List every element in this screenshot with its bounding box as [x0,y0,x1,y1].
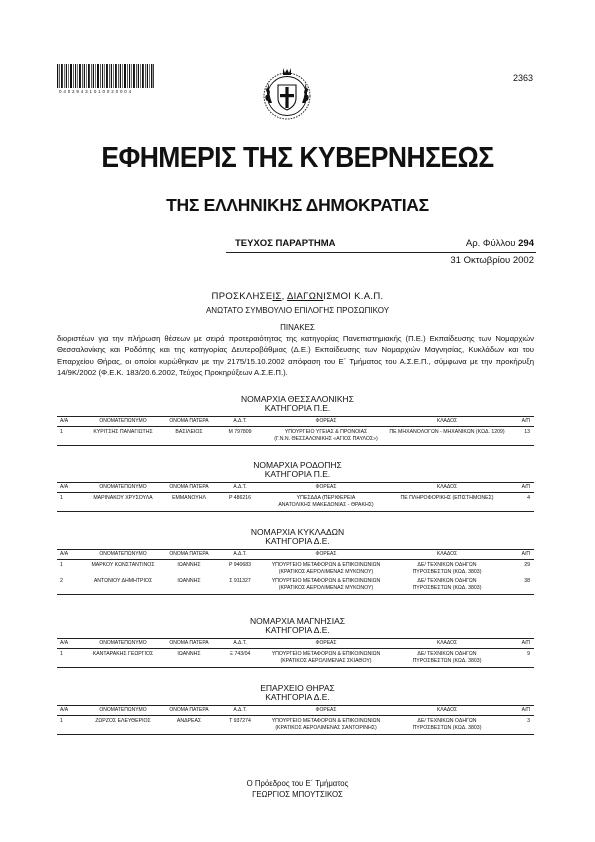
tables-heading: ΠΙΝΑΚΕΣ [280,323,315,332]
specialty-line-2: ΠΥΡΟΣΒΕΣΤΩΝ (ΚΩΔ. 3803) [412,658,482,664]
sheet-number [466,238,534,249]
row-number: 1 [60,429,63,435]
agency-line-1: ΥΠΟΥΡΓΕΙΟ ΜΕΤΑΦΟΡΩΝ & ΕΠΙΚΟΙΝΩΝΙΩΝ [271,578,381,584]
table-rule-header [57,492,534,493]
column-header-category: ΚΛΑΔΟΣ [436,417,458,424]
column-header-rank: Α/Π [521,417,530,424]
specialty-line-2: ΠΥΡΟΣΒΕΣΤΩΝ (ΚΩΔ. 3803) [412,585,482,591]
sheet-value: 294 [518,238,534,249]
column-header-category: ΚΛΑΔΟΣ [436,550,458,557]
intro-paragraph: διοριστέων για την πλήρωση θέσεων με σειρά προτεραιότητας της κατηγορίας Πανεπιστημιακής (Π.Ε.) Εκπαίδευσης των Νομαρχιών Θεσσαλονίκης και Ροδόπης και της κατηγορίας Δευτεροβάθμιας (Δ.Ε.) Εκπαίδευσης των Νομαρχιών Μαγνησίας, Κυκλάδων και του Επαρχείου Θήρας, οι οποίοι κυρώθηκαν με την 2175/15.10.2002 απόφαση του Ε΄ Τμήματος του Α.Σ.Ε.Π., σύμφωνα με την προκήρυξη 14/9Κ/2002 (Φ.Ε.Κ. 183/20.6.2002, Τεύχος Προκηρύξεων Α.Σ.Ε.Π.). [57,334,534,378]
column-header-father: ΟΝΟΜΑ ΠΑΤΕΡΑ [169,417,209,424]
father-name: ΕΜΜΑΝΟΥΗΛ [172,495,206,501]
coat-of-arms-icon [256,63,318,125]
specialty-line-2: ΠΥΡΟΣΒΕΣΤΩΝ (ΚΩΔ. 3803) [412,725,482,731]
nominee-name: ΑΝΤΩΝΙΟΥ ΔΗΜΗΤΡΙΟΣ [93,578,153,584]
column-header-rank: Α/Π [521,483,530,490]
agency-line-1: ΥΠΟΥΡΓΕΙΟ ΥΓΕΙΑΣ & ΠΡΟΝΟΙΑΣ [284,429,368,435]
father-name: ΑΝΔΡΕΑΣ [176,718,202,724]
id-number: Μ 797809 [228,429,252,435]
barcode-number: 0 4 0 2 9 4 3 1 0 1 0 0 2 0 0 0 4 [59,89,132,94]
column-header-body: ΦΟΡΕΑΣ [315,550,337,557]
table-rule-header [57,559,534,560]
father-name: ΙΩΑΝΝΗΣ [177,578,201,584]
row-number: 2 [60,578,63,584]
gazette-subtitle: ΤΗΣ ΕΛΛΗΝΙΚΗΣ ΔΗΜΟΚΡΑΤΙΑΣ [166,195,429,215]
agency-line-2: ΑΝΑΤΟΛΙΚΗΣ ΜΑΚΕΔΟΝΙΑΣ - ΘΡΑΚΗΣ) [278,502,374,508]
column-header-father: ΟΝΟΜΑ ΠΑΤΕΡΑ [169,639,209,646]
specialty-line-1: ΔΕ/ ΤΕΧΝΙΚΩΝ ΟΔΗΓΩΝ [417,651,477,657]
nominee-name: ΚΑΝΤΑΡΑΚΗΣ ΓΕΩΡΓΙΟΣ [92,651,154,657]
table-rule-bottom [57,594,534,595]
group-category: ΚΑΤΗΓΟΡΙΑ Δ.Ε. [265,536,330,546]
column-header-no: Α/Α [60,417,69,424]
row-number: 1 [60,718,63,724]
id-number: Ρ 940683 [228,562,252,568]
column-header-id: Α.Δ.Τ. [233,483,247,490]
table-rule-header [57,715,534,716]
sheet-label: Αρ. Φύλλου [465,238,516,249]
column-header-surname: ΟΝΟΜΑΤΕΠΩΝΥΜΟ [99,417,147,424]
table-rule-header [57,426,534,427]
table-rule-header [57,648,534,649]
nominee-name: ΜΑΡΙΝΑΚΟΥ ΧΡΥΣΟΥΛΑ [93,495,153,501]
organization-name: ΑΝΩΤΑΤΟ ΣΥΜΒΟΥΛΙΟ ΕΠΙΛΟΓΗΣ ΠΡΟΣΩΠΙΚΟΥ [205,306,390,315]
page-number: 2363 [512,73,533,83]
column-header-body: ΦΟΡΕΑΣ [315,639,337,646]
column-header-id: Α.Δ.Τ. [233,550,247,557]
id-number: Σ 911327 [229,578,251,584]
rank-number: 38 [524,578,530,584]
agency-line-2: (ΚΡΑΤΙΚΟΣ ΑΕΡΟΛΙΜΕΝΑΣ ΜΥΚΟΝΟΥ) [278,585,374,591]
column-header-rank: Α/Π [521,706,530,713]
signer-name: ΓΕΩΡΓΙΟΣ ΜΠΟΥΤΣΙΚΟΣ [252,790,343,799]
table-rule-bottom [57,511,534,512]
column-header-no: Α/Α [60,706,69,713]
column-header-no: Α/Α [60,639,69,646]
specialty-line-1: ΠΕ ΜΗΧΑΝΟΛΟΓΩΝ - ΜΗΧΑΝΙΚΩΝ (ΚΩΔ. 1209) [389,429,505,435]
group-category: ΚΑΤΗΓΟΡΙΑ Π.Ε. [264,403,331,413]
specialty-line-1: ΔΕ/ ΤΕΧΝΙΚΩΝ ΟΔΗΓΩΝ [417,562,477,568]
group-region: ΝΟΜΑΡΧΙΑ ΚΥΚΛΑΔΩΝ [250,527,345,537]
group-region: ΕΠΑΡΧΕΙΟ ΘΗΡΑΣ [260,683,335,693]
agency-line-2: (ΚΡΑΤΙΚΟΣ ΑΕΡΟΛΙΜΕΝΑΣ ΜΥΚΟΝΟΥ) [278,569,374,575]
header-divider [226,252,536,253]
section-title: ΠΡΟΣΚΛΗΣΕΙΣ, ΔΙΑΓΩΝΙΣΜΟΙ Κ.Α.Π. [211,291,384,302]
group-region: ΝΟΜΑΡΧΙΑ ΡΟΔΟΠΗΣ [253,460,342,470]
group-category: ΚΑΤΗΓΟΡΙΑ Δ.Ε. [265,692,330,702]
id-number: Ξ 743/04 [229,651,251,657]
column-header-category: ΚΛΑΔΟΣ [436,639,458,646]
column-header-no: Α/Α [60,483,69,490]
agency-line-1: ΥΠΟΥΡΓΕΙΟ ΜΕΤΑΦΟΡΩΝ & ΕΠΙΚΟΙΝΩΝΙΩΝ [271,651,381,657]
column-header-body: ΦΟΡΕΑΣ [315,483,337,490]
table-rule-bottom [57,734,534,735]
father-name: ΒΑΣΙΛΕΙΟΣ [175,429,203,435]
column-header-id: Α.Δ.Τ. [233,706,247,713]
row-number: 1 [60,562,63,568]
rank-number: 9 [527,651,530,657]
column-header-rank: Α/Π [521,550,530,557]
column-header-id: Α.Δ.Τ. [233,417,247,424]
table-rule-bottom [57,445,534,446]
issue-date: 31 Οκτωβρίου 2002 [450,255,534,266]
column-header-father: ΟΝΟΜΑ ΠΑΤΕΡΑ [169,483,209,490]
column-header-id: Α.Δ.Τ. [233,639,247,646]
column-header-rank: Α/Π [521,639,530,646]
row-number: 1 [60,651,63,657]
group-region: ΝΟΜΑΡΧΙΑ ΘΕΣΣΑΛΟΝΙΚΗΣ [241,394,354,404]
rank-number: 4 [527,495,530,501]
agency-line-1: ΥΠΟΥΡΓΕΙΟ ΜΕΤΑΦΟΡΩΝ & ΕΠΙΚΟΙΝΩΝΙΩΝ [271,718,381,724]
column-header-category: ΚΛΑΔΟΣ [436,483,458,490]
agency-line-2: (ΚΡΑΤΙΚΟΣ ΑΕΡΟΛΙΜΕΝΑΣ ΣΚΙΑΘΟΥ) [280,658,372,664]
specialty-line-1: ΠΕ ΠΛΗΡΟΦΟΡΙΚΗΣ (ΕΠΙΣΤΗΜΟΝΕΣ) [400,495,494,501]
id-number: Ρ 486216 [228,495,252,501]
column-header-father: ΟΝΟΜΑ ΠΑΤΕΡΑ [169,550,209,557]
agency-line-2: (ΚΡΑΤΙΚΟΣ ΑΕΡΟΛΙΜΕΝΑΣ ΣΑΝΤΟΡΙΝΗΣ) [275,725,377,731]
gazette-title: ΕΦΗΜΕΡΙΣ ΤΗΣ ΚΥΒΕΡΝΗΣΕΩΣ [101,142,494,174]
column-header-surname: ΟΝΟΜΑΤΕΠΩΝΥΜΟ [99,550,147,557]
group-category: ΚΑΤΗΓΟΡΙΑ Δ.Ε. [265,625,330,635]
specialty-line-1: ΔΕ/ ΤΕΧΝΙΚΩΝ ΟΔΗΓΩΝ [417,718,477,724]
group-region: ΝΟΜΑΡΧΙΑ ΜΑΓΝΗΣΙΑΣ [249,616,345,626]
column-header-surname: ΟΝΟΜΑΤΕΠΩΝΥΜΟ [99,483,147,490]
rank-number: 29 [524,562,530,568]
nominee-name: ΖΩΡΖΟΣ ΕΛΕΥΘΕΡΙΟΣ [95,718,151,724]
rank-number: 13 [524,429,530,435]
row-number: 1 [60,495,63,501]
column-header-no: Α/Α [60,550,69,557]
father-name: ΙΩΑΝΝΗΣ [177,562,201,568]
signer-role: Ο Πρόεδρος του Ε΄ Τμήματος [246,779,349,788]
column-header-surname: ΟΝΟΜΑΤΕΠΩΝΥΜΟ [99,706,147,713]
group-category: ΚΑΤΗΓΟΡΙΑ Π.Ε. [264,469,331,479]
agency-line-1: ΥΠΟΥΡΓΕΙΟ ΜΕΤΑΦΟΡΩΝ & ΕΠΙΚΟΙΝΩΝΙΩΝ [271,562,381,568]
column-header-father: ΟΝΟΜΑ ΠΑΤΕΡΑ [169,706,209,713]
nominee-name: ΜΑΡΚΟΥ ΚΩΝΣΤΑΝΤΙΝΟΣ [91,562,155,568]
nominee-name: ΚΥΡΙΤΣΗΣ ΠΑΝΑΓΙΩΤΗΣ [93,429,153,435]
table-rule-bottom [57,667,534,668]
column-header-surname: ΟΝΟΜΑΤΕΠΩΝΥΜΟ [99,639,147,646]
specialty-line-1: ΔΕ/ ΤΕΧΝΙΚΩΝ ΟΔΗΓΩΝ [417,578,477,584]
specialty-line-2: ΠΥΡΟΣΒΕΣΤΩΝ (ΚΩΔ. 3803) [412,569,482,575]
agency-line-1: ΥΠΕΣΔΔΑ (ΠΕΡΙΦΕΡΕΙΑ [296,495,356,501]
column-header-body: ΦΟΡΕΑΣ [315,706,337,713]
id-number: Τ 937274 [229,718,251,724]
column-header-body: ΦΟΡΕΑΣ [315,417,337,424]
barcode [57,64,154,88]
issue-type: ΤΕΥΧΟΣ ΠΑΡΑΡΤΗΜΑ [235,238,336,249]
agency-line-2: (Γ.Ν.Ν. ΘΕΣΣΑΛΟΝΙΚΗΣ «ΑΓΙΟΣ ΠΑΥΛΟΣ») [274,436,378,442]
column-header-category: ΚΛΑΔΟΣ [436,706,458,713]
father-name: ΙΩΑΝΝΗΣ [177,651,201,657]
rank-number: 3 [527,718,530,724]
